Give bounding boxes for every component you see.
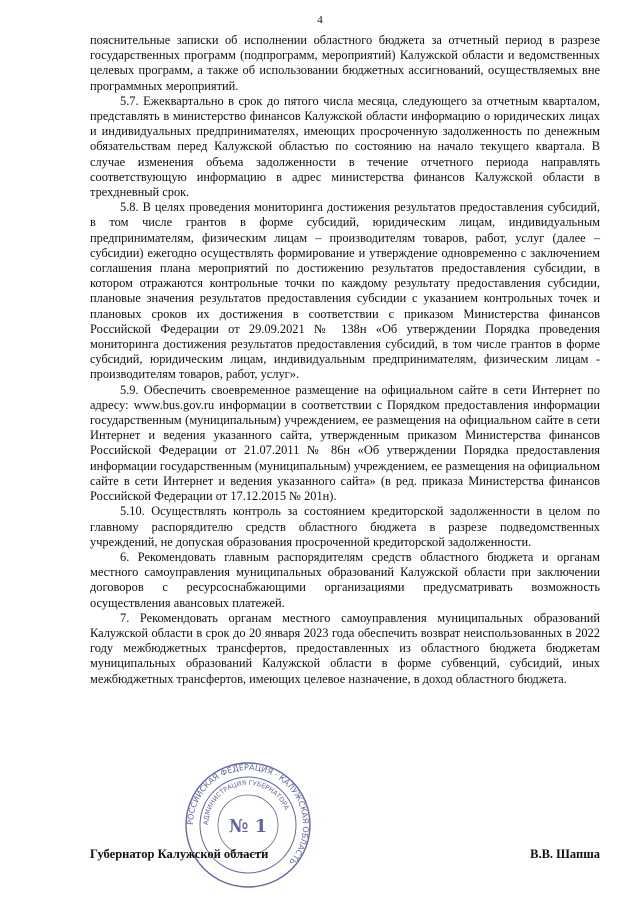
signatory-title: Губернатор Калужской области: [90, 847, 269, 861]
page-number: 4: [317, 14, 323, 26]
paragraph-5-7: 5.7. Ежеквартально в срок до пятого числа месяца, следующего за отчетным кварталом, представлять в министерство финансов Калужской области информацию о юридических лицах и индивидуальных предпринимателях, имеющих просроченную задолженность по денежным обязательствам перед Калужской областью по состоянию на начало текущего квартала. В случае изменения объема задолженности в течение отчетного периода направлять соответствующую информацию в адрес министерства финансов Калужской области в трехдневный срок.: [90, 93, 600, 200]
paragraph-7: 7. Рекомендовать органам местного самоуправления муниципальных образований Калужской области в срок до 20 января 2023 года обеспечить возврат неиспользованных в 2022 году межбюджетных трансфертов, предоставленных из областного бюджета бюджетам муниципальных образований Калужской области в форме субвенций, субсидий, иных межбюджетных трансфертов, имеющих целевое назначение, в доход областного бюджета.: [90, 610, 600, 686]
stamp-number: № 1: [228, 816, 268, 837]
official-seal-stamp: [183, 760, 313, 890]
paragraph-5-8: 5.8. В целях проведения мониторинга достижения результатов предоставления субсидий, в том числе грантов в форме субсидий, юридическим лицам, индивидуальным предпринимателям, физическим лицам – производителям товаров, работ, услуг (далее – субсидии) ежегодно осуществлять формирование и утверждение одновременно с заключением соглашения плана мероприятий по достижению результатов предоставления субсидии, в котором отражаются контрольные точки по каждому результату предоставления субсидии, плановые значения результатов предоставления субсидии с указанием контрольных точек и плановых сроков их достижения в соответствии с приказом Министерства финансов Российской Федерации от 29.09.2021 № 138н «Об утверждении Порядка проведения мониторинга достижения результатов предоставления субсидий, в том числе грантов в форме субсидий, юридическим лицам, индивидуальным предпринимателям, физическим лицам - производителям товаров, работ, услуг».: [90, 200, 600, 382]
stamp-outer-text: РОССИЙСКАЯ ФЕДЕРАЦИЯ · КАЛУЖСКАЯ ОБЛАСТЬ: [185, 762, 311, 867]
paragraph-intro: пояснительные записки об исполнении областного бюджета за отчетный период в разрезе государственных программ (подпрограмм, мероприятий) Калужской области и ведомственных целевых программ, а также об использовании бюджетных ассигнований, осуществляемых вне программных мероприятий.: [90, 33, 600, 93]
stamp-inner-text: АДМИНИСТРАЦИЯ ГУБЕРНАТОРА: [201, 778, 291, 826]
paragraph-5-10: 5.10. Осуществлять контроль за состоянием кредиторской задолженности в целом по главному распорядителю средств областного бюджета в разрезе подведомственных учреждений, не допуская образования просроченной кредиторской задолженности.: [90, 504, 600, 549]
paragraph-6: 6. Рекомендовать главным распорядителям средств областного бюджета и органам местного самоуправления муниципальных образований Калужской области при заключении договоров с ресурсоснабжающими организациями предусматривать возможность осуществления авансовых платежей.: [90, 549, 600, 610]
signatory-name: В.В. Шапша: [530, 847, 600, 861]
paragraph-5-9: 5.9. Обеспечить своевременное размещение на официальном сайте в сети Интернет по адресу: www.bus.gov.ru информации в соответствии с Порядком предоставления информации государственным (муниципальным) учреждением, ее размещения на официальном сайте в сети Интернет и ведения указанного сайта, утвержденным приказом Министерства финансов Российской Федерации от 21.07.2011 № 86н «Об утверждении Порядка предоставления информации государственным (муниципальным) учреждением, ее размещения на официальном сайте в сети Интернет и ведения указанного сайта» (в ред. приказа Министерства финансов Российской Федерации от 17.12.2015 № 201н).: [90, 382, 600, 504]
document-body: [90, 33, 600, 687]
